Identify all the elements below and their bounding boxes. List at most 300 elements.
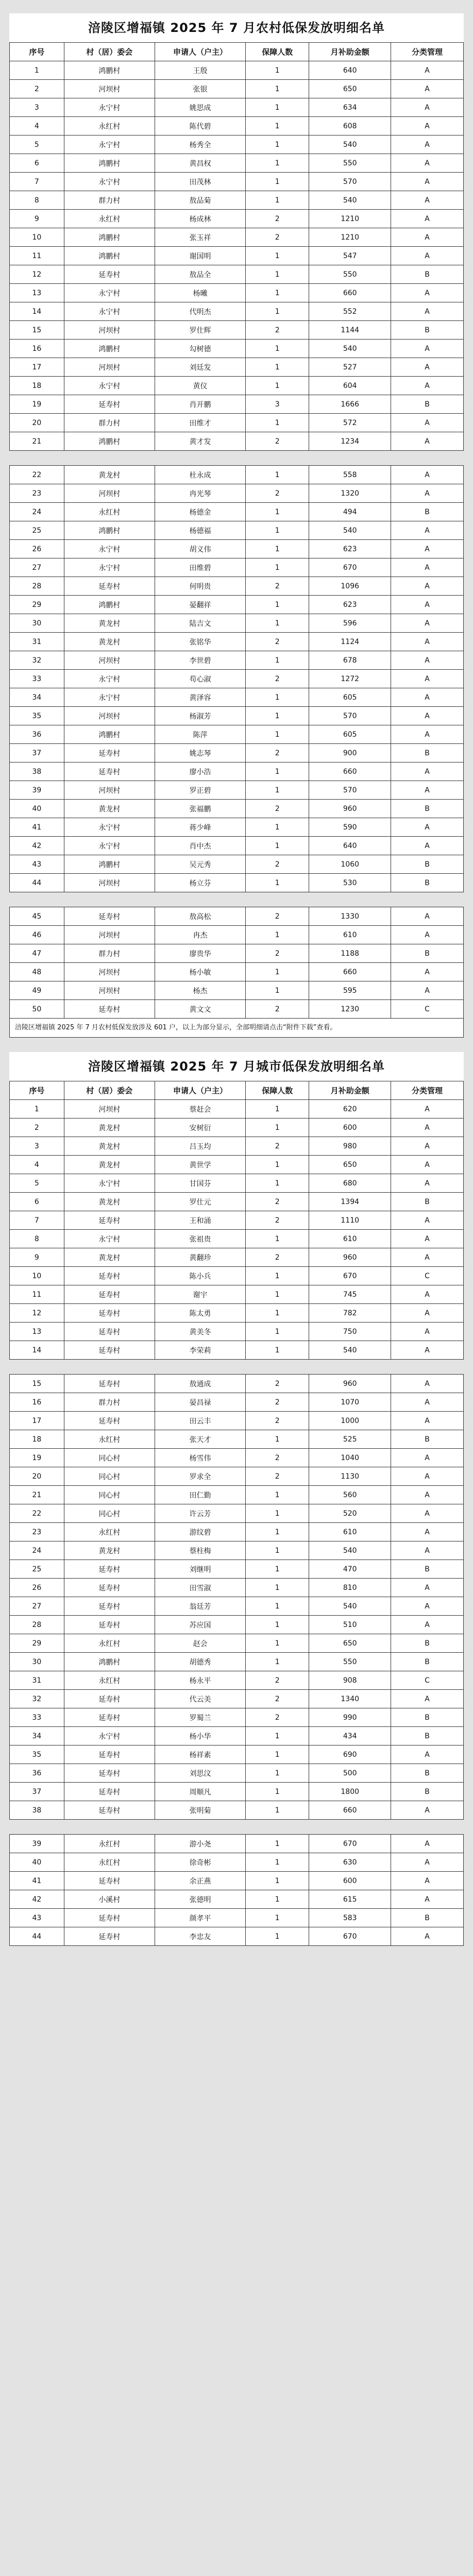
table-row	[10, 117, 464, 135]
table-cell: 1130	[309, 1467, 391, 1486]
table-cell: 19	[10, 395, 64, 414]
table-row	[10, 1000, 464, 1019]
table-row	[10, 981, 464, 1000]
table-cell: 河坝村	[64, 1100, 155, 1118]
table-cell: 鸿鹏村	[64, 855, 155, 874]
table-row	[10, 432, 464, 451]
table-cell: B	[391, 800, 464, 818]
table-cell: A	[391, 466, 464, 484]
table-row	[10, 1708, 464, 1727]
table-row	[10, 1801, 464, 1820]
table-cell: 17	[10, 1412, 64, 1430]
table-cell: 胡义伟	[155, 540, 245, 558]
table-cell: 1	[246, 1267, 309, 1285]
table-cell: 1	[246, 154, 309, 173]
table-cell: 2	[246, 484, 309, 503]
table-cell: 4	[10, 1156, 64, 1174]
table-cell: 680	[309, 1174, 391, 1193]
urban-section	[9, 1052, 464, 1946]
table-cell: 29	[10, 596, 64, 614]
table-cell: 永宁村	[64, 284, 155, 302]
table-row	[10, 818, 464, 837]
table-row	[10, 1835, 464, 1853]
table-cell: 540	[309, 340, 391, 358]
table-cell: 1	[246, 61, 309, 80]
table-cell: 延寿村	[64, 1801, 155, 1820]
table-cell: 21	[10, 432, 64, 451]
table-cell: 610	[309, 1230, 391, 1248]
table-cell: 1	[246, 414, 309, 432]
table-cell: 张德明	[155, 1890, 245, 1909]
table-cell: 1	[246, 503, 309, 521]
table-cell: 2	[246, 1375, 309, 1393]
table-cell: 583	[309, 1909, 391, 1927]
table-cell: 2	[246, 670, 309, 688]
table-cell: 1	[246, 725, 309, 744]
table-cell: 1	[246, 596, 309, 614]
table-cell: A	[391, 1486, 464, 1504]
table-cell: 鸿鹏村	[64, 247, 155, 265]
table-cell: 1	[246, 1853, 309, 1872]
table-cell: 2	[246, 1137, 309, 1156]
table-cell: 肖中杰	[155, 837, 245, 855]
table-cell: 1320	[309, 484, 391, 503]
table-row	[10, 688, 464, 707]
table-cell: 46	[10, 926, 64, 944]
urban-table	[9, 1374, 464, 1820]
table-cell: 1	[246, 265, 309, 284]
table-cell: 980	[309, 1137, 391, 1156]
table-cell: C	[391, 1671, 464, 1690]
table-cell: 河坝村	[64, 874, 155, 892]
table-cell: 608	[309, 117, 391, 135]
column-header: 月补助金额	[309, 1081, 391, 1100]
table-cell: 2	[246, 1671, 309, 1690]
table-cell: 1	[246, 1323, 309, 1341]
table-cell: 810	[309, 1579, 391, 1597]
table-cell: A	[391, 1393, 464, 1412]
table-cell: 吕玉均	[155, 1137, 245, 1156]
table-cell: 延寿村	[64, 1267, 155, 1285]
table-cell: 永宁村	[64, 1174, 155, 1193]
column-header: 月补助金额	[309, 43, 391, 61]
table-cell: 杨淑芳	[155, 707, 245, 725]
table-cell: 11	[10, 1285, 64, 1304]
table-cell: 延寿村	[64, 1783, 155, 1801]
table-cell: 鸿鹏村	[64, 340, 155, 358]
table-cell: 代云美	[155, 1690, 245, 1708]
table-cell: 43	[10, 855, 64, 874]
table-cell: 黄仪	[155, 377, 245, 395]
table-cell: 1234	[309, 432, 391, 451]
table-cell: 1	[246, 707, 309, 725]
table-cell: 2	[246, 432, 309, 451]
table-cell: 群力村	[64, 191, 155, 210]
table-cell: 王和涌	[155, 1211, 245, 1230]
table-cell: 550	[309, 1653, 391, 1671]
table-cell: B	[391, 1764, 464, 1783]
table-cell: 黄美冬	[155, 1323, 245, 1341]
table-cell: 田维碧	[155, 558, 245, 577]
table-cell: 572	[309, 414, 391, 432]
table-cell: A	[391, 1375, 464, 1393]
table-cell: 2	[246, 321, 309, 340]
table-cell: 1	[246, 1430, 309, 1449]
table-cell: 赵会	[155, 1634, 245, 1653]
column-header: 分类管理	[391, 1081, 464, 1100]
page-break	[9, 1820, 464, 1834]
table-row	[10, 1341, 464, 1360]
table-cell: 640	[309, 61, 391, 80]
table-cell: 李忠友	[155, 1927, 245, 1946]
table-cell: B	[391, 321, 464, 340]
table-cell: 1230	[309, 1000, 391, 1019]
table-cell: 勾树德	[155, 340, 245, 358]
table-cell: 2	[246, 633, 309, 651]
table-cell: A	[391, 1211, 464, 1230]
table-cell: A	[391, 117, 464, 135]
table-cell: 河坝村	[64, 358, 155, 377]
table-cell: A	[391, 963, 464, 981]
table-cell: 1	[246, 1504, 309, 1523]
table-cell: 陈太勇	[155, 1304, 245, 1323]
table-cell: 11	[10, 247, 64, 265]
table-row	[10, 1393, 464, 1412]
table-cell: A	[391, 414, 464, 432]
table-row	[10, 1156, 464, 1174]
table-cell: 745	[309, 1285, 391, 1304]
table-row	[10, 1137, 464, 1156]
table-cell: 960	[309, 1375, 391, 1393]
table-cell: 延寿村	[64, 1560, 155, 1579]
table-row	[10, 725, 464, 744]
table-cell: 1124	[309, 633, 391, 651]
table-cell: A	[391, 98, 464, 117]
table-cell: A	[391, 1579, 464, 1597]
table-row	[10, 1616, 464, 1634]
table-cell: A	[391, 340, 464, 358]
table-cell: 1	[246, 762, 309, 781]
table-cell: 1	[246, 1230, 309, 1248]
table-cell: A	[391, 540, 464, 558]
table-row	[10, 358, 464, 377]
table-cell: 660	[309, 963, 391, 981]
table-cell: 49	[10, 981, 64, 1000]
rural-section	[9, 13, 464, 1038]
table-cell: 547	[309, 247, 391, 265]
table-cell: 敖高松	[155, 907, 245, 926]
table-cell: A	[391, 1323, 464, 1341]
table-cell: A	[391, 247, 464, 265]
table-cell: 杨杰	[155, 981, 245, 1000]
table-cell: 540	[309, 1597, 391, 1616]
table-row	[10, 1523, 464, 1541]
table-cell: A	[391, 577, 464, 596]
table-cell: 670	[309, 558, 391, 577]
table-cell: A	[391, 596, 464, 614]
table-cell: 1	[246, 1100, 309, 1118]
column-header: 申请人（户主）	[155, 1081, 245, 1100]
table-cell: 3	[10, 1137, 64, 1156]
table-cell: 姚思成	[155, 98, 245, 117]
table-cell: 延寿村	[64, 577, 155, 596]
table-cell: 500	[309, 1764, 391, 1783]
table-cell: 1	[246, 340, 309, 358]
table-cell: 1	[246, 1927, 309, 1946]
table-row	[10, 210, 464, 228]
table-cell: 延寿村	[64, 1690, 155, 1708]
table-cell: 470	[309, 1560, 391, 1579]
table-cell: A	[391, 1690, 464, 1708]
table-cell: 延寿村	[64, 1285, 155, 1304]
table-cell: 永红村	[64, 1671, 155, 1690]
table-cell: 48	[10, 963, 64, 981]
table-cell: 1	[246, 614, 309, 633]
table-cell: 黄龙村	[64, 614, 155, 633]
table-cell: 25	[10, 521, 64, 540]
table-cell: 27	[10, 1597, 64, 1616]
table-cell: 1	[10, 61, 64, 80]
table-cell: B	[391, 744, 464, 762]
table-cell: A	[391, 907, 464, 926]
column-header: 申请人（户主）	[155, 43, 245, 61]
table-cell: 36	[10, 1764, 64, 1783]
table-cell: 黄文文	[155, 1000, 245, 1019]
table-cell: 1	[246, 1118, 309, 1137]
table-cell: 600	[309, 1872, 391, 1890]
table-cell: 620	[309, 1100, 391, 1118]
table-cell: A	[391, 1504, 464, 1523]
table-cell: 5	[10, 1174, 64, 1193]
table-cell: 18	[10, 377, 64, 395]
table-cell: 1110	[309, 1211, 391, 1230]
table-cell: 延寿村	[64, 1341, 155, 1360]
rural-table-container	[9, 42, 464, 1019]
table-row	[10, 340, 464, 358]
urban-table	[9, 1081, 464, 1360]
table-cell: B	[391, 1708, 464, 1727]
table-cell: B	[391, 1193, 464, 1211]
table-cell: 540	[309, 1341, 391, 1360]
table-cell: 14	[10, 302, 64, 321]
table-cell: 660	[309, 1801, 391, 1820]
table-cell: 敖通成	[155, 1375, 245, 1393]
table-cell: 40	[10, 1853, 64, 1872]
table-cell: A	[391, 926, 464, 944]
table-cell: 罗仕辉	[155, 321, 245, 340]
table-cell: 28	[10, 1616, 64, 1634]
table-cell: 9	[10, 210, 64, 228]
urban-table-container	[9, 1081, 464, 1946]
table-cell: A	[391, 1449, 464, 1467]
table-cell: 陈小兵	[155, 1267, 245, 1285]
table-cell: 2	[246, 1211, 309, 1230]
table-cell: 1	[246, 1523, 309, 1541]
table-row	[10, 80, 464, 98]
table-cell: 615	[309, 1890, 391, 1909]
table-cell: 8	[10, 191, 64, 210]
table-cell: 张祖贵	[155, 1230, 245, 1248]
top-gap	[0, 0, 473, 13]
rural-table	[9, 465, 464, 892]
table-cell: 代明杰	[155, 302, 245, 321]
table-cell: 1	[246, 1156, 309, 1174]
table-cell: B	[391, 395, 464, 414]
table-cell: 623	[309, 596, 391, 614]
table-cell: 永宁村	[64, 98, 155, 117]
table-row	[10, 577, 464, 596]
table-cell: 同心村	[64, 1467, 155, 1486]
table-cell: B	[391, 1430, 464, 1449]
table-cell: 24	[10, 503, 64, 521]
table-cell: 延寿村	[64, 265, 155, 284]
table-cell: A	[391, 154, 464, 173]
table-cell: 延寿村	[64, 744, 155, 762]
table-cell: 1	[246, 1835, 309, 1853]
table-cell: 河坝村	[64, 981, 155, 1000]
table-cell: 550	[309, 154, 391, 173]
table-cell: 冉光琴	[155, 484, 245, 503]
table-cell: 黄泽容	[155, 688, 245, 707]
table-cell: 2	[246, 1412, 309, 1430]
table-row	[10, 651, 464, 670]
table-cell: 群力村	[64, 944, 155, 963]
table-cell: A	[391, 981, 464, 1000]
table-cell: 1	[246, 1783, 309, 1801]
table-cell: 1340	[309, 1690, 391, 1708]
table-row	[10, 1467, 464, 1486]
table-cell: 6	[10, 1193, 64, 1211]
table-cell: C	[391, 1267, 464, 1285]
table-cell: A	[391, 302, 464, 321]
table-cell: 2	[246, 1000, 309, 1019]
table-cell: 750	[309, 1323, 391, 1341]
table-cell: 杨小敏	[155, 963, 245, 981]
table-cell: 31	[10, 633, 64, 651]
table-cell: 苟心淑	[155, 670, 245, 688]
table-row	[10, 521, 464, 540]
column-header: 序号	[10, 43, 64, 61]
table-cell: 黄龙村	[64, 800, 155, 818]
table-row	[10, 154, 464, 173]
table-cell: 26	[10, 540, 64, 558]
table-cell: 杨德福	[155, 521, 245, 540]
table-cell: A	[391, 614, 464, 633]
table-cell: 河坝村	[64, 80, 155, 98]
table-cell: 670	[309, 1927, 391, 1946]
table-cell: A	[391, 781, 464, 800]
rural-title: 涪陵区增福镇 2025 年 7 月农村低保发放明细名单	[88, 21, 385, 35]
table-cell: 杨曦	[155, 284, 245, 302]
table-row	[10, 1653, 464, 1671]
table-cell: 黄龙村	[64, 1541, 155, 1560]
table-cell: 26	[10, 1579, 64, 1597]
table-cell: 延寿村	[64, 1597, 155, 1616]
table-cell: A	[391, 191, 464, 210]
table-cell: 张明菊	[155, 1801, 245, 1820]
table-cell: 1	[246, 98, 309, 117]
table-cell: 570	[309, 173, 391, 191]
table-cell: A	[391, 837, 464, 855]
table-cell: 廖贵华	[155, 944, 245, 963]
table-row	[10, 321, 464, 340]
table-row	[10, 503, 464, 521]
table-cell: 1	[246, 1304, 309, 1323]
table-cell: 1666	[309, 395, 391, 414]
table-cell: 永宁村	[64, 837, 155, 855]
table-cell: 30	[10, 1653, 64, 1671]
table-cell: 17	[10, 358, 64, 377]
table-cell: 同心村	[64, 1504, 155, 1523]
table-cell: 525	[309, 1430, 391, 1449]
table-cell: 670	[309, 1267, 391, 1285]
table-cell: 永宁村	[64, 540, 155, 558]
table-cell: 558	[309, 466, 391, 484]
table-cell: 1272	[309, 670, 391, 688]
table-cell: 延寿村	[64, 1909, 155, 1927]
section-gap	[0, 1038, 473, 1052]
table-row	[10, 61, 464, 80]
table-cell: 杨成林	[155, 210, 245, 228]
table-cell: 2	[246, 855, 309, 874]
table-cell: 2	[10, 1118, 64, 1137]
table-cell: 永红村	[64, 117, 155, 135]
table-cell: A	[391, 1100, 464, 1118]
table-cell: 晏翻祥	[155, 596, 245, 614]
table-cell: 黄龙村	[64, 1118, 155, 1137]
table-cell: 永红村	[64, 1853, 155, 1872]
table-cell: 1	[246, 358, 309, 377]
table-cell: A	[391, 80, 464, 98]
table-cell: 610	[309, 926, 391, 944]
table-cell: 22	[10, 1504, 64, 1523]
table-cell: 1	[246, 1174, 309, 1193]
table-cell: A	[391, 521, 464, 540]
table-cell: 570	[309, 707, 391, 725]
table-cell: 刘继明	[155, 1560, 245, 1579]
table-cell: 1	[246, 284, 309, 302]
table-cell: 27	[10, 558, 64, 577]
table-cell: 胡德秀	[155, 1653, 245, 1671]
table-cell: 2	[246, 1708, 309, 1727]
table-cell: 河坝村	[64, 926, 155, 944]
table-cell: 1188	[309, 944, 391, 963]
column-header: 序号	[10, 1081, 64, 1100]
table-cell: 990	[309, 1708, 391, 1727]
table-cell: 黄翻珍	[155, 1248, 245, 1267]
table-row	[10, 963, 464, 981]
table-cell: 2	[246, 577, 309, 596]
table-cell: 44	[10, 1927, 64, 1946]
table-cell: 1	[246, 1890, 309, 1909]
table-cell: 永红村	[64, 1430, 155, 1449]
table-cell: A	[391, 1801, 464, 1820]
column-header: 村（居）委会	[64, 43, 155, 61]
table-cell: 9	[10, 1248, 64, 1267]
table-cell: 张铭华	[155, 633, 245, 651]
table-row	[10, 191, 464, 210]
table-cell: B	[391, 1783, 464, 1801]
table-cell: 1	[246, 981, 309, 1000]
table-cell: 罗仕元	[155, 1193, 245, 1211]
rural-table	[9, 42, 464, 451]
table-cell: B	[391, 1634, 464, 1653]
table-row	[10, 1285, 464, 1304]
table-cell: 7	[10, 1211, 64, 1230]
table-cell: 24	[10, 1541, 64, 1560]
table-cell: B	[391, 503, 464, 521]
table-cell: 908	[309, 1671, 391, 1690]
